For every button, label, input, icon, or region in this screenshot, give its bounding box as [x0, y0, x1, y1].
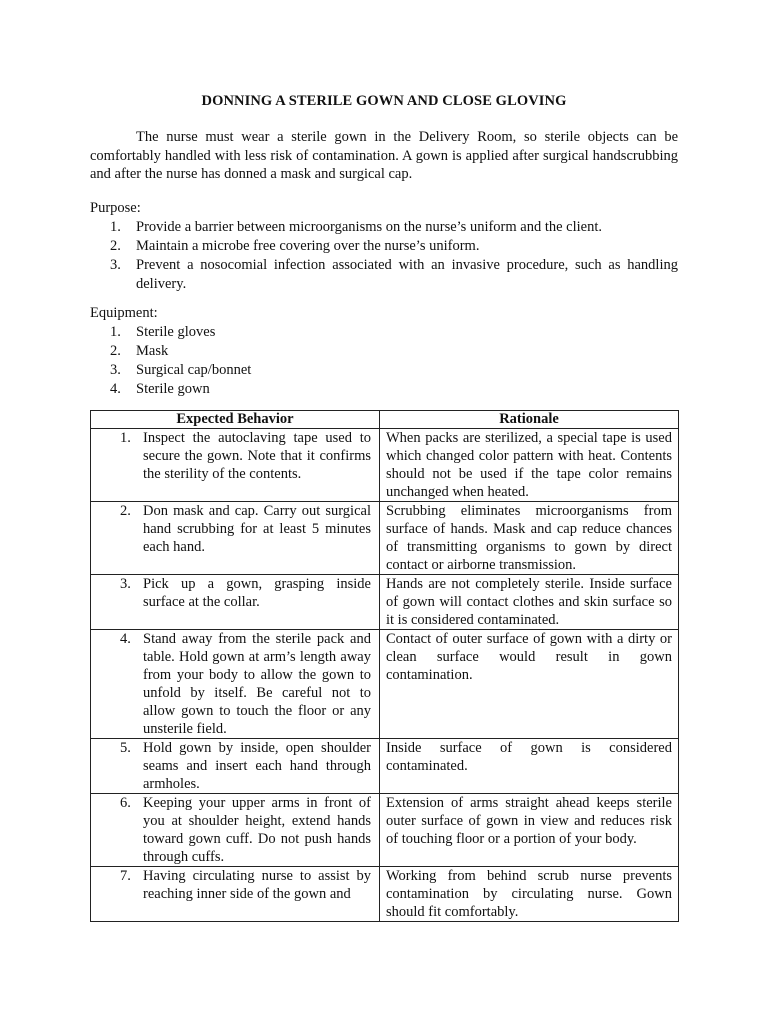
table-row [91, 630, 679, 739]
behavior-cell: 4. Stand away from the sterile pack and table. Hold gown at arm’s length away from your body to allow the gown to unfold by itself. Be careful not to allow gown to touch the floor or any unsterile field. [91, 630, 380, 739]
purpose-item: 2. Maintain a microbe free covering over the nurse’s uniform. [110, 238, 480, 254]
equipment-list [90, 323, 678, 399]
equipment-item: 3. Surgical cap/bonnet [110, 362, 252, 378]
behavior-cell: 2. Don mask and cap. Carry out surgical hand scrubbing for at least 5 minutes each hand. [91, 502, 380, 575]
table-row [91, 429, 679, 502]
behavior-cell: 3. Pick up a gown, grasping inside surface at the collar. [91, 575, 380, 630]
rationale-cell: Hands are not completely sterile. Inside surface of gown will contact clothes and skin surface so it is considered contaminated. [380, 575, 679, 630]
rationale-cell: Working from behind scrub nurse prevents contamination by circulating nurse. Gown should fit comfortably. [380, 867, 679, 922]
header-expected-behavior: Expected Behavior [91, 411, 380, 429]
purpose-item: 3. Prevent a nosocomial infection associated with an invasive procedure, such as handling delivery. [110, 257, 678, 292]
rationale-cell: Inside surface of gown is considered contaminated. [380, 739, 679, 794]
table-row [91, 739, 679, 794]
equipment-item: 2. Mask [110, 343, 169, 359]
table-header-row [91, 411, 679, 429]
equipment-item: 1. Sterile gloves [110, 324, 216, 340]
table-row [91, 794, 679, 867]
table-row [91, 575, 679, 630]
equipment-item: 4. Sterile gown [110, 381, 210, 397]
rationale-cell: When packs are sterilized, a special tape is used which changed color pattern with heat. Contents should not be used if the tape color remains unchanged when heated. [380, 429, 679, 502]
rationale-cell: Scrubbing eliminates microorganisms from surface of hands. Mask and cap reduce chances of transmitting organisms to gown by direct contact or airborne transmission. [380, 502, 679, 575]
equipment-heading: Equipment: [90, 305, 158, 321]
rationale-cell: Contact of outer surface of gown with a dirty or clean surface would result in gown contamination. [380, 630, 679, 739]
purpose-item: 1. Provide a barrier between microorganisms on the nurse’s uniform and the client. [110, 219, 603, 235]
table-row [91, 867, 679, 922]
procedure-table [90, 410, 679, 922]
document-title: DONNING A STERILE GOWN AND CLOSE GLOVING [201, 93, 567, 109]
behavior-cell: 1. Inspect the autoclaving tape used to secure the gown. Note that it confirms the sterility of the contents. [91, 429, 380, 502]
header-rationale: Rationale [380, 411, 679, 429]
rationale-cell: Extension of arms straight ahead keeps sterile outer surface of gown in view and reduces risk of touching floor or a portion of your body. [380, 794, 679, 867]
behavior-cell: 7. Having circulating nurse to assist by reaching inner side of the gown and [91, 867, 380, 922]
intro-paragraph: The nurse must wear a sterile gown in the Delivery Room, so sterile objects can be comfortably handled with less risk of contamination. A gown is applied after surgical handscrubbing and after the nurse has donned a mask and surgical cap. [90, 129, 678, 182]
table-row [91, 502, 679, 575]
purpose-heading: Purpose: [90, 200, 141, 216]
behavior-cell: 6. Keeping your upper arms in front of you at shoulder height, extend hands toward gown cuff. Do not push hands through cuffs. [91, 794, 380, 867]
behavior-cell: 5. Hold gown by inside, open shoulder seams and insert each hand through armholes. [91, 739, 380, 794]
purpose-list [90, 218, 678, 294]
